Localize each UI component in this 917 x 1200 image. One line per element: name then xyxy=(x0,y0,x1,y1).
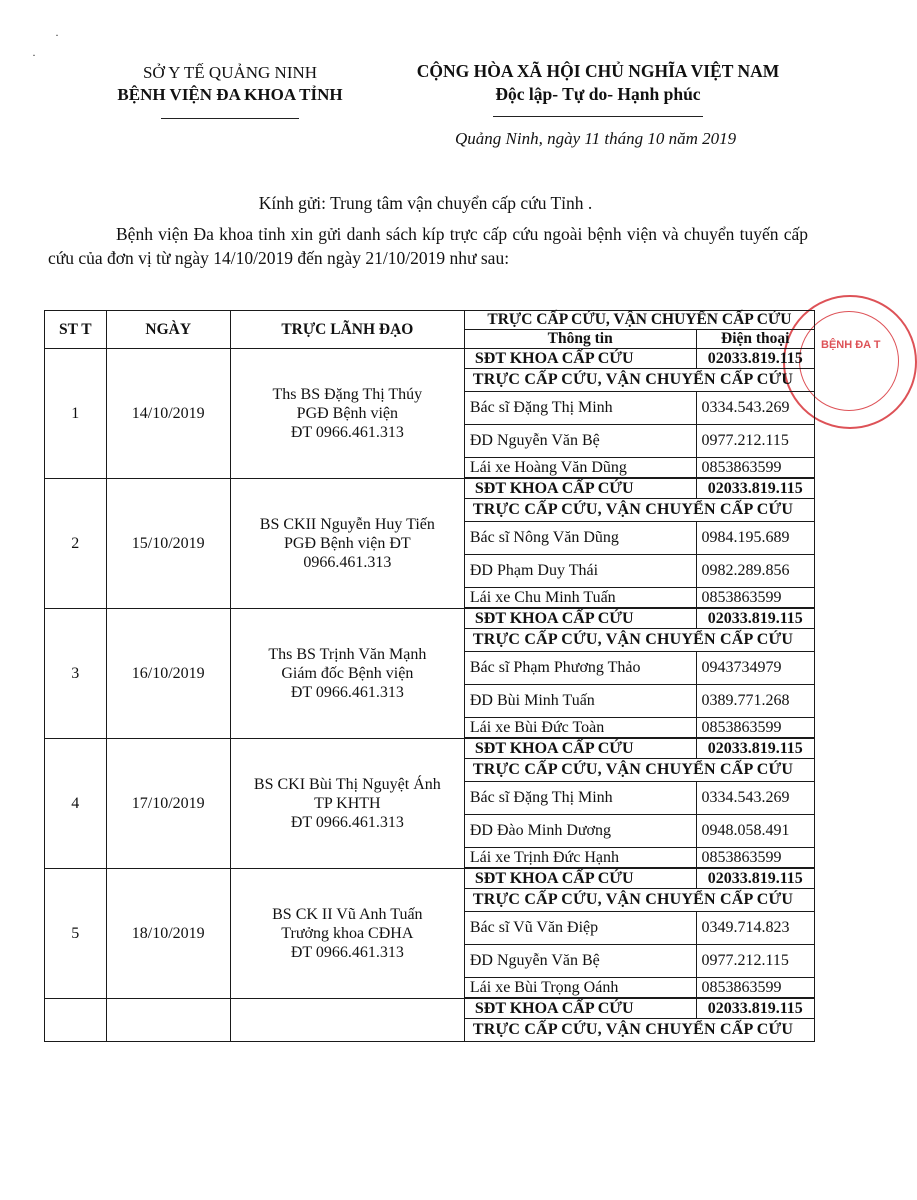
row-leader xyxy=(230,999,464,1042)
er-phone-value: 02033.819.115 xyxy=(696,479,814,499)
leader-line: 0966.461.313 xyxy=(303,554,392,571)
leader-line: PGĐ Bệnh viện xyxy=(296,405,398,422)
motto-underline xyxy=(493,116,703,117)
col-info-header: Thông tin xyxy=(464,330,696,349)
intro-paragraph: Bệnh viện Đa khoa tỉnh xin gửi danh sách kíp trực cấp cứu ngoài bệnh viện và chuyển tuyến cấp cứu của đơn vị từ ngày 14/10/2019 đến ngày 21/10/2019 như sau: xyxy=(48,224,808,268)
leader-line: ĐT 0966.461.313 xyxy=(290,944,404,961)
driver-name: Lái xe Trịnh Đức Hạnh xyxy=(464,848,696,868)
row-date: 17/10/2019 xyxy=(106,739,230,869)
row-date xyxy=(106,999,230,1042)
table-row xyxy=(45,479,815,499)
scan-speck: · xyxy=(32,48,36,62)
nurse-phone: 0948.058.491 xyxy=(696,815,814,848)
table-row xyxy=(45,609,815,629)
table-row xyxy=(45,739,815,759)
driver-phone: 0853863599 xyxy=(696,848,814,868)
leader-line: PGĐ Bệnh viện ĐT xyxy=(284,535,411,552)
doctor-phone: 0334.543.269 xyxy=(696,782,814,815)
document-date: Quảng Ninh, ngày 11 tháng 10 năm 2019 xyxy=(455,129,737,148)
doctor-name: Bác sĩ Vũ Văn Điệp xyxy=(464,912,696,945)
leader-line: ĐT 0966.461.313 xyxy=(290,424,404,441)
row-stt: 1 xyxy=(45,349,107,479)
table-row xyxy=(45,999,815,1019)
leader-line: TP KHTH xyxy=(314,795,381,812)
national-motto: Độc lập- Tự do- Hạnh phúc xyxy=(495,84,701,104)
leader-line: Trưởng khoa CĐHA xyxy=(281,925,414,942)
row-date: 15/10/2019 xyxy=(106,479,230,609)
driver-phone: 0853863599 xyxy=(696,718,814,738)
nurse-name: ĐD Nguyễn Văn Bệ xyxy=(464,425,696,458)
leader-line: ĐT 0966.461.313 xyxy=(290,684,404,701)
scan-speck: · xyxy=(55,28,59,42)
col-leader-header: TRỰC LÃNH ĐẠO xyxy=(230,311,464,349)
duty-team-label: TRỰC CẤP CỨU, VẬN CHUYỂN CẤP CỨU xyxy=(464,629,814,652)
col-date-header: NGÀY xyxy=(106,311,230,349)
leader-line: Ths BS Đặng Thị Thúy xyxy=(272,386,423,403)
table-row xyxy=(45,349,815,369)
er-phone-label: SĐT KHOA CẤP CỨU xyxy=(464,869,696,889)
row-stt: 2 xyxy=(45,479,107,609)
driver-name: Lái xe Bùi Đức Toàn xyxy=(464,718,696,738)
driver-phone: 0853863599 xyxy=(696,588,814,608)
er-phone-label: SĐT KHOA CẤP CỨU xyxy=(464,349,696,369)
doctor-phone: 0349.714.823 xyxy=(696,912,814,945)
row-leader xyxy=(230,869,464,999)
duty-team-label: TRỰC CẤP CỨU, VẬN CHUYỂN CẤP CỨU xyxy=(464,1019,814,1042)
er-phone-value: 02033.819.115 xyxy=(696,999,814,1019)
nurse-phone: 0977.212.115 xyxy=(696,945,814,978)
leader-line: Giám đốc Bệnh viện xyxy=(281,665,414,682)
nurse-phone: 0977.212.115 xyxy=(696,425,814,458)
row-date: 16/10/2019 xyxy=(106,609,230,739)
er-phone-value: 02033.819.115 xyxy=(696,349,814,369)
seal-text: BỆNH ĐA T xyxy=(821,339,881,351)
row-date: 18/10/2019 xyxy=(106,869,230,999)
er-phone-value: 02033.819.115 xyxy=(696,609,814,629)
nurse-name: ĐD Bùi Minh Tuấn xyxy=(464,685,696,718)
col-duty-header: TRỰC CẤP CỨU, VẬN CHUYỂN CẤP CỨU xyxy=(464,311,814,330)
leader-line: BS CKI Bùi Thị Nguyệt Ánh xyxy=(253,776,441,793)
duty-team-label: TRỰC CẤP CỨU, VẬN CHUYỂN CẤP CỨU xyxy=(464,889,814,912)
nurse-name: ĐD Đào Minh Dương xyxy=(464,815,696,848)
doctor-phone: 0984.195.689 xyxy=(696,522,814,555)
doctor-name: Bác sĩ Đặng Thị Minh xyxy=(464,392,696,425)
er-phone-value: 02033.819.115 xyxy=(696,869,814,889)
leader-line: Ths BS Trịnh Văn Mạnh xyxy=(268,646,427,663)
row-date: 14/10/2019 xyxy=(106,349,230,479)
country-name: CỘNG HÒA XÃ HỘI CHỦ NGHĨA VIỆT NAM xyxy=(416,61,780,81)
er-phone-label: SĐT KHOA CẤP CỨU xyxy=(464,609,696,629)
doctor-name: Bác sĩ Phạm Phương Thảo xyxy=(464,652,696,685)
leader-line: BS CK II Vũ Anh Tuấn xyxy=(272,906,423,923)
driver-name: Lái xe Hoàng Văn Dũng xyxy=(464,458,696,478)
duty-team-label: TRỰC CẤP CỨU, VẬN CHUYỂN CẤP CỨU xyxy=(464,369,814,392)
er-phone-value: 02033.819.115 xyxy=(696,739,814,759)
issuer-parent: SỞ Y TẾ QUẢNG NINH xyxy=(142,63,318,82)
row-leader xyxy=(230,609,464,739)
duty-team-label: TRỰC CẤP CỨU, VẬN CHUYỂN CẤP CỨU xyxy=(464,499,814,522)
doctor-name: Bác sĩ Nông Văn Dũng xyxy=(464,522,696,555)
doctor-name: Bác sĩ Đặng Thị Minh xyxy=(464,782,696,815)
row-stt xyxy=(45,999,107,1042)
doctor-phone: 0943734979 xyxy=(696,652,814,685)
row-stt: 4 xyxy=(45,739,107,869)
er-phone-label: SĐT KHOA CẤP CỨU xyxy=(464,739,696,759)
national-heading xyxy=(378,60,818,117)
issuer-block xyxy=(75,62,385,119)
issuer-name: BỆNH VIỆN ĐA KHOA TỈNH xyxy=(117,85,343,104)
col-phone-header: Điện thoại xyxy=(696,330,814,349)
row-leader xyxy=(230,739,464,869)
doctor-phone: 0334.543.269 xyxy=(696,392,814,425)
duty-schedule-table xyxy=(44,310,815,1042)
nurse-name: ĐD Phạm Duy Thái xyxy=(464,555,696,588)
er-phone-label: SĐT KHOA CẤP CỨU xyxy=(464,999,696,1019)
row-leader xyxy=(230,479,464,609)
table-row xyxy=(45,869,815,889)
driver-phone: 0853863599 xyxy=(696,978,814,998)
issuer-underline xyxy=(161,118,299,119)
nurse-phone: 0982.289.856 xyxy=(696,555,814,588)
driver-name: Lái xe Chu Minh Tuấn xyxy=(464,588,696,608)
er-phone-label: SĐT KHOA CẤP CỨU xyxy=(464,479,696,499)
driver-phone: 0853863599 xyxy=(696,458,814,478)
col-stt-header: ST T xyxy=(45,311,107,349)
nurse-name: ĐD Nguyễn Văn Bệ xyxy=(464,945,696,978)
leader-line: BS CKII Nguyễn Huy Tiến xyxy=(259,516,435,533)
duty-team-label: TRỰC CẤP CỨU, VẬN CHUYỂN CẤP CỨU xyxy=(464,759,814,782)
row-stt: 5 xyxy=(45,869,107,999)
row-leader xyxy=(230,349,464,479)
driver-name: Lái xe Bùi Trọng Oánh xyxy=(464,978,696,998)
row-stt: 3 xyxy=(45,609,107,739)
recipient-line: Kính gửi: Trung tâm vận chuyển cấp cứu Tỉnh . xyxy=(258,193,593,213)
leader-line: ĐT 0966.461.313 xyxy=(290,814,404,831)
nurse-phone: 0389.771.268 xyxy=(696,685,814,718)
